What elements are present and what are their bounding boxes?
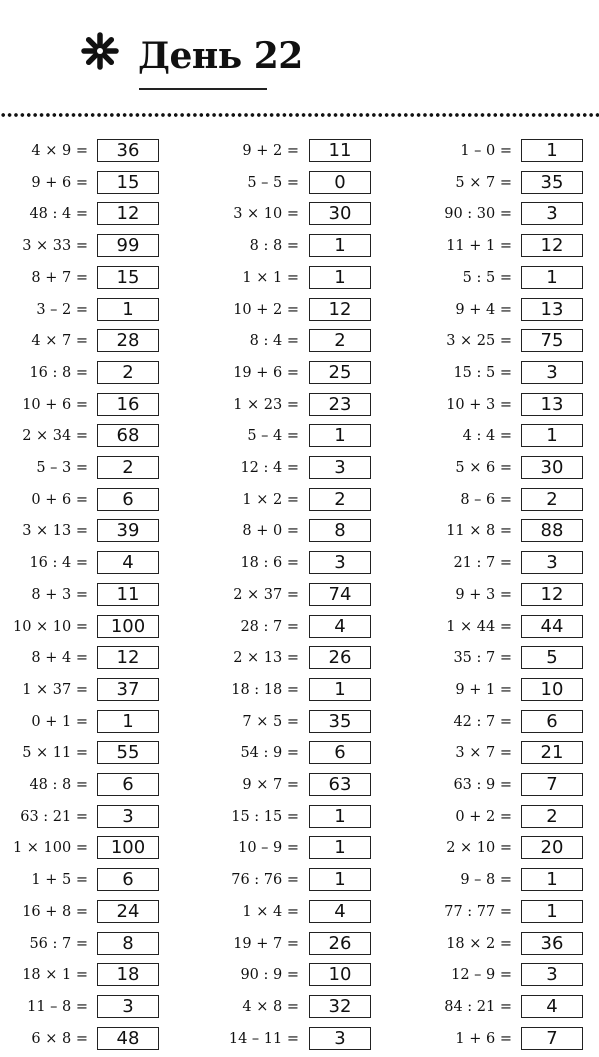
problem-row bbox=[0, 645, 170, 672]
answer-box: 12 bbox=[97, 646, 159, 669]
problem-expression: 1 × 37 = bbox=[22, 681, 88, 698]
answer-box: 15 bbox=[97, 171, 159, 194]
problem-expression: 0 + 1 = bbox=[31, 713, 88, 730]
answer-box: 7 bbox=[521, 773, 583, 796]
problem-expression: 2 × 13 = bbox=[233, 650, 299, 667]
problem-row bbox=[0, 233, 170, 260]
problem-expression: 12 – 9 = bbox=[451, 967, 512, 984]
problem-row bbox=[0, 772, 170, 799]
problem-expression: 1 × 44 = bbox=[446, 618, 512, 635]
answer-box: 2 bbox=[309, 488, 371, 511]
problem-expression: 42 : 7 = bbox=[453, 713, 512, 730]
problem-row bbox=[0, 867, 170, 894]
answer-box: 3 bbox=[97, 995, 159, 1018]
problem-row bbox=[200, 804, 380, 831]
problem-row bbox=[200, 645, 380, 672]
problem-row bbox=[200, 297, 380, 324]
problem-expression: 9 + 6 = bbox=[31, 174, 88, 191]
problem-row bbox=[0, 550, 170, 577]
problem-expression: 1 × 2 = bbox=[242, 491, 299, 508]
problem-row bbox=[420, 138, 599, 165]
problem-expression: 2 × 34 = bbox=[22, 428, 88, 445]
problem-row bbox=[420, 392, 599, 419]
answer-box: 30 bbox=[309, 202, 371, 225]
problem-row bbox=[420, 772, 599, 799]
problem-expression: 4 × 9 = bbox=[31, 143, 88, 159]
problem-row bbox=[420, 265, 599, 292]
problem-row bbox=[200, 233, 380, 260]
problem-expression: 84 : 21 = bbox=[444, 998, 512, 1015]
problem-expression: 10 + 6 = bbox=[22, 396, 88, 413]
problem-row bbox=[200, 423, 380, 450]
problem-row bbox=[200, 677, 380, 704]
answer-box: 6 bbox=[309, 741, 371, 764]
answer-box: 24 bbox=[97, 900, 159, 923]
problem-row bbox=[420, 423, 599, 450]
problem-row bbox=[0, 804, 170, 831]
problem-row bbox=[420, 360, 599, 387]
problem-expression: 28 : 7 = bbox=[240, 618, 299, 635]
problem-expression: 63 : 21 = bbox=[20, 808, 88, 825]
answer-box: 1 bbox=[521, 868, 583, 891]
problem-expression: 5 – 5 = bbox=[247, 174, 299, 191]
problem-row bbox=[200, 772, 380, 799]
problem-expression: 5 × 6 = bbox=[455, 460, 512, 476]
answer-box: 6 bbox=[97, 488, 159, 511]
answer-box: 12 bbox=[521, 583, 583, 606]
problem-row bbox=[420, 170, 599, 197]
answer-box: 32 bbox=[309, 995, 371, 1018]
answer-box: 48 bbox=[97, 1027, 159, 1050]
problem-expression: 11 – 8 = bbox=[27, 998, 88, 1015]
problem-row bbox=[0, 297, 170, 324]
answer-box: 26 bbox=[309, 932, 371, 955]
answer-box: 8 bbox=[309, 519, 371, 542]
answer-box: 1 bbox=[521, 424, 583, 447]
problem-row bbox=[0, 328, 170, 355]
problem-row bbox=[0, 931, 170, 958]
problem-expression: 9 × 7 = bbox=[242, 777, 299, 793]
problem-row bbox=[200, 455, 380, 482]
problem-expression: 18 : 18 = bbox=[231, 681, 299, 698]
problem-row bbox=[420, 804, 599, 831]
answer-box: 23 bbox=[309, 393, 371, 416]
answer-box: 63 bbox=[309, 773, 371, 796]
problem-row bbox=[0, 392, 170, 419]
answer-box: 55 bbox=[97, 741, 159, 764]
problem-row bbox=[0, 455, 170, 482]
problem-row bbox=[0, 201, 170, 228]
answer-box: 4 bbox=[309, 615, 371, 638]
problem-row bbox=[200, 392, 380, 419]
answer-box: 13 bbox=[521, 393, 583, 416]
problem-row bbox=[200, 518, 380, 545]
answer-box: 1 bbox=[309, 234, 371, 257]
problem-expression: 18 × 1 = bbox=[22, 967, 88, 984]
answer-box: 4 bbox=[97, 551, 159, 574]
answer-box: 2 bbox=[521, 488, 583, 511]
answer-box: 75 bbox=[521, 329, 583, 352]
problem-expression: 4 : 4 = bbox=[462, 428, 512, 445]
problem-expression: 1 × 23 = bbox=[233, 396, 299, 413]
problem-expression: 10 – 9 = bbox=[238, 840, 299, 857]
problem-expression: 1 – 0 = bbox=[460, 143, 512, 159]
problems-grid bbox=[0, 138, 599, 1057]
problem-expression: 3 × 7 = bbox=[455, 745, 512, 762]
problem-expression: 5 × 7 = bbox=[455, 174, 512, 191]
answer-box: 10 bbox=[309, 963, 371, 986]
answer-box: 11 bbox=[309, 139, 371, 162]
answer-box: 3 bbox=[521, 551, 583, 574]
problem-row bbox=[200, 170, 380, 197]
problem-expression: 11 × 8 = bbox=[446, 523, 512, 540]
problem-expression: 8 + 7 = bbox=[31, 269, 88, 286]
problem-row bbox=[0, 994, 170, 1021]
problem-row bbox=[0, 487, 170, 514]
problem-row bbox=[200, 487, 380, 514]
problem-row bbox=[420, 201, 599, 228]
answer-box: 6 bbox=[97, 868, 159, 891]
problem-row bbox=[200, 550, 380, 577]
problem-expression: 18 : 6 = bbox=[240, 555, 299, 572]
answer-box: 44 bbox=[521, 615, 583, 638]
answer-box: 1 bbox=[97, 298, 159, 321]
answer-box: 5 bbox=[521, 646, 583, 669]
answer-box: 25 bbox=[309, 361, 371, 384]
problem-row bbox=[420, 1026, 599, 1053]
page-title: День 22 bbox=[138, 35, 303, 77]
problem-row bbox=[420, 709, 599, 736]
problem-expression: 1 + 5 = bbox=[31, 872, 88, 889]
problem-row bbox=[200, 1026, 380, 1053]
problem-expression: 15 : 5 = bbox=[453, 364, 512, 381]
problem-row bbox=[0, 582, 170, 609]
answer-box: 21 bbox=[521, 741, 583, 764]
answer-box: 0 bbox=[309, 171, 371, 194]
answer-box: 4 bbox=[309, 900, 371, 923]
problem-expression: 5 × 11 = bbox=[22, 745, 88, 762]
problem-expression: 9 + 4 = bbox=[455, 301, 512, 318]
answer-box: 1 bbox=[521, 900, 583, 923]
problem-expression: 3 – 2 = bbox=[36, 301, 88, 318]
problem-expression: 8 : 4 = bbox=[249, 333, 299, 350]
answer-box: 1 bbox=[521, 139, 583, 162]
problem-row bbox=[0, 265, 170, 292]
answer-box: 3 bbox=[97, 805, 159, 828]
problem-row bbox=[420, 487, 599, 514]
problem-row bbox=[200, 328, 380, 355]
problem-row bbox=[200, 265, 380, 292]
answer-box: 2 bbox=[97, 361, 159, 384]
problem-row bbox=[200, 899, 380, 926]
problem-row bbox=[0, 899, 170, 926]
problem-row bbox=[420, 233, 599, 260]
answer-box: 35 bbox=[309, 710, 371, 733]
answer-box: 16 bbox=[97, 393, 159, 416]
asterisk-icon bbox=[80, 31, 120, 71]
problem-row bbox=[200, 201, 380, 228]
problem-expression: 10 + 2 = bbox=[233, 301, 299, 318]
problem-expression: 1 × 100 = bbox=[12, 840, 88, 857]
problem-expression: 6 × 8 = bbox=[31, 1030, 88, 1047]
answer-box: 1 bbox=[521, 266, 583, 289]
answer-box: 74 bbox=[309, 583, 371, 606]
problem-row bbox=[420, 645, 599, 672]
answer-box: 1 bbox=[309, 678, 371, 701]
problem-row bbox=[200, 867, 380, 894]
answer-box: 100 bbox=[97, 615, 159, 638]
problem-expression: 19 + 6 = bbox=[233, 364, 299, 381]
problem-expression: 10 × 10 = bbox=[12, 618, 88, 635]
problem-expression: 16 + 8 = bbox=[22, 903, 88, 920]
problem-expression: 8 + 4 = bbox=[31, 650, 88, 667]
problem-expression: 63 : 9 = bbox=[453, 777, 512, 793]
problem-row bbox=[0, 740, 170, 767]
problem-row bbox=[420, 740, 599, 767]
answer-box: 1 bbox=[309, 266, 371, 289]
answer-box: 2 bbox=[521, 805, 583, 828]
answer-box: 1 bbox=[309, 424, 371, 447]
answer-box: 26 bbox=[309, 646, 371, 669]
problem-expression: 56 : 7 = bbox=[29, 935, 88, 952]
answer-box: 99 bbox=[97, 234, 159, 257]
problem-row bbox=[200, 709, 380, 736]
problem-expression: 76 : 76 = bbox=[231, 872, 299, 889]
problem-row bbox=[420, 867, 599, 894]
problem-expression: 5 : 5 = bbox=[462, 269, 512, 286]
problem-column-1 bbox=[0, 138, 170, 1057]
problem-expression: 35 : 7 = bbox=[453, 650, 512, 667]
problem-row bbox=[420, 962, 599, 989]
answer-box: 68 bbox=[97, 424, 159, 447]
problem-expression: 4 × 8 = bbox=[242, 998, 299, 1015]
problem-expression: 10 + 3 = bbox=[446, 396, 512, 413]
answer-box: 30 bbox=[521, 456, 583, 479]
answer-box: 6 bbox=[521, 710, 583, 733]
answer-box: 36 bbox=[521, 932, 583, 955]
problem-expression: 18 × 2 = bbox=[446, 935, 512, 952]
problem-expression: 16 : 8 = bbox=[29, 364, 88, 381]
problem-expression: 5 – 4 = bbox=[247, 428, 299, 445]
answer-box: 1 bbox=[309, 805, 371, 828]
problem-expression: 1 × 4 = bbox=[242, 903, 299, 920]
problem-expression: 7 × 5 = bbox=[242, 713, 299, 730]
problem-expression: 9 + 2 = bbox=[242, 143, 299, 159]
problem-expression: 48 : 8 = bbox=[29, 777, 88, 793]
answer-box: 1 bbox=[309, 836, 371, 859]
problem-row bbox=[200, 994, 380, 1021]
problem-row bbox=[0, 614, 170, 641]
answer-box: 12 bbox=[97, 202, 159, 225]
problem-expression: 3 × 13 = bbox=[22, 523, 88, 540]
problem-row bbox=[200, 582, 380, 609]
problem-expression: 1 × 1 = bbox=[242, 269, 299, 286]
problem-row bbox=[0, 518, 170, 545]
answer-box: 3 bbox=[309, 551, 371, 574]
problem-row bbox=[0, 835, 170, 862]
answer-box: 2 bbox=[309, 329, 371, 352]
problem-column-3 bbox=[420, 138, 599, 1057]
problem-expression: 54 : 9 = bbox=[240, 745, 299, 762]
problem-expression: 9 + 3 = bbox=[455, 586, 512, 603]
answer-box: 3 bbox=[521, 361, 583, 384]
answer-box: 37 bbox=[97, 678, 159, 701]
problem-expression: 2 × 37 = bbox=[233, 586, 299, 603]
answer-box: 88 bbox=[521, 519, 583, 542]
problem-row bbox=[420, 297, 599, 324]
answer-box: 18 bbox=[97, 963, 159, 986]
problem-expression: 0 + 2 = bbox=[455, 808, 512, 825]
problem-row bbox=[0, 360, 170, 387]
answer-box: 7 bbox=[521, 1027, 583, 1050]
problem-expression: 2 × 10 = bbox=[446, 840, 512, 857]
problem-expression: 48 : 4 = bbox=[29, 206, 88, 223]
problem-row bbox=[420, 677, 599, 704]
answer-box: 1 bbox=[309, 868, 371, 891]
problem-expression: 9 + 1 = bbox=[455, 681, 512, 698]
answer-box: 6 bbox=[97, 773, 159, 796]
problem-expression: 12 : 4 = bbox=[240, 460, 299, 476]
title-underline bbox=[139, 88, 267, 90]
problem-expression: 21 : 7 = bbox=[453, 555, 512, 572]
problem-expression: 8 : 8 = bbox=[249, 238, 299, 255]
answer-box: 3 bbox=[309, 456, 371, 479]
answer-box: 3 bbox=[521, 963, 583, 986]
problem-row bbox=[0, 677, 170, 704]
problem-expression: 16 : 4 = bbox=[29, 555, 88, 572]
problem-row bbox=[0, 138, 170, 165]
problem-row bbox=[200, 962, 380, 989]
problem-expression: 0 + 6 = bbox=[31, 491, 88, 508]
answer-box: 20 bbox=[521, 836, 583, 859]
problem-row bbox=[0, 962, 170, 989]
problem-row bbox=[0, 423, 170, 450]
answer-box: 12 bbox=[521, 234, 583, 257]
problem-expression: 90 : 9 = bbox=[240, 967, 299, 984]
answer-box: 39 bbox=[97, 519, 159, 542]
problem-expression: 90 : 30 = bbox=[444, 206, 512, 223]
problem-row bbox=[200, 835, 380, 862]
problem-row bbox=[0, 1026, 170, 1053]
answer-box: 11 bbox=[97, 583, 159, 606]
problem-expression: 3 × 25 = bbox=[446, 333, 512, 350]
problem-expression: 19 + 7 = bbox=[233, 935, 299, 952]
problem-row bbox=[420, 835, 599, 862]
problem-row bbox=[0, 170, 170, 197]
dotted-divider bbox=[0, 112, 599, 118]
problem-row bbox=[420, 455, 599, 482]
problem-row bbox=[420, 899, 599, 926]
problem-column-2 bbox=[200, 138, 380, 1057]
problem-row bbox=[200, 614, 380, 641]
problem-expression: 3 × 33 = bbox=[22, 238, 88, 255]
answer-box: 8 bbox=[97, 932, 159, 955]
answer-box: 1 bbox=[97, 710, 159, 733]
answer-box: 36 bbox=[97, 139, 159, 162]
problem-row bbox=[200, 138, 380, 165]
problem-row bbox=[420, 582, 599, 609]
problem-row bbox=[420, 931, 599, 958]
problem-expression: 9 – 8 = bbox=[460, 872, 512, 889]
page-header bbox=[0, 0, 599, 112]
answer-box: 3 bbox=[309, 1027, 371, 1050]
answer-box: 35 bbox=[521, 171, 583, 194]
problem-row bbox=[200, 360, 380, 387]
answer-box: 15 bbox=[97, 266, 159, 289]
answer-box: 12 bbox=[309, 298, 371, 321]
answer-box: 100 bbox=[97, 836, 159, 859]
problem-row bbox=[420, 550, 599, 577]
problem-expression: 11 + 1 = bbox=[446, 238, 512, 255]
problem-expression: 4 × 7 = bbox=[31, 333, 88, 350]
answer-box: 4 bbox=[521, 995, 583, 1018]
problem-row bbox=[200, 740, 380, 767]
answer-box: 10 bbox=[521, 678, 583, 701]
problem-expression: 15 : 15 = bbox=[231, 808, 299, 825]
problem-expression: 14 – 11 = bbox=[228, 1030, 299, 1047]
answer-box: 3 bbox=[521, 202, 583, 225]
problem-expression: 1 + 6 = bbox=[455, 1030, 512, 1047]
answer-box: 2 bbox=[97, 456, 159, 479]
problem-row bbox=[200, 931, 380, 958]
problem-row bbox=[420, 518, 599, 545]
problem-row bbox=[0, 709, 170, 736]
problem-row bbox=[420, 994, 599, 1021]
problem-expression: 8 + 3 = bbox=[31, 586, 88, 603]
problem-expression: 3 × 10 = bbox=[233, 206, 299, 223]
problem-expression: 8 – 6 = bbox=[460, 491, 512, 508]
answer-box: 13 bbox=[521, 298, 583, 321]
problem-row bbox=[420, 328, 599, 355]
problem-expression: 5 – 3 = bbox=[36, 460, 88, 476]
problem-expression: 77 : 77 = bbox=[444, 903, 512, 920]
problem-row bbox=[420, 614, 599, 641]
answer-box: 28 bbox=[97, 329, 159, 352]
problem-expression: 8 + 0 = bbox=[242, 523, 299, 540]
